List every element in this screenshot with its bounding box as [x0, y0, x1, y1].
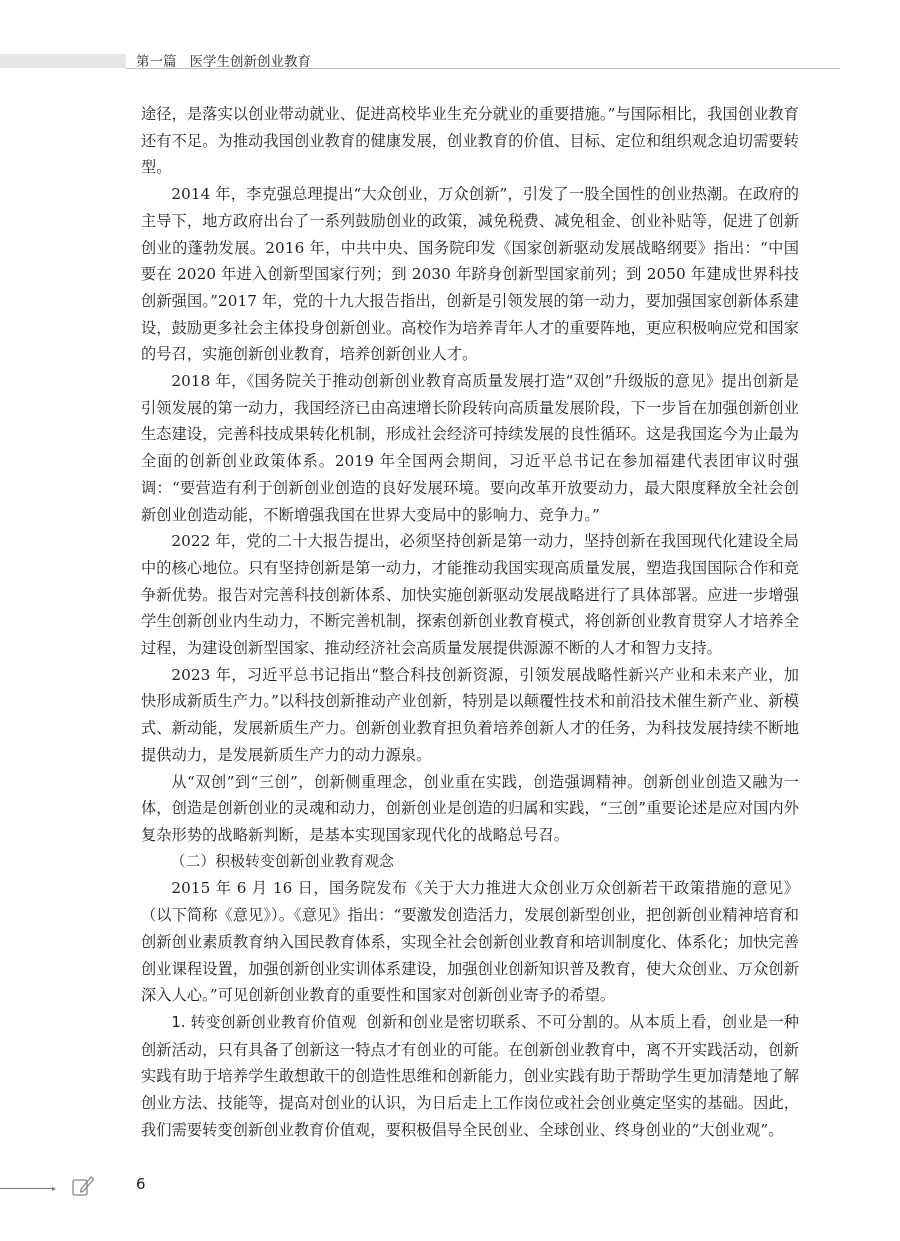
paragraph-6: 从“双创”到“三创”，创新侧重理念，创业重在实践，创造强调精神。创新创业创造又融为一体，创造是创新创业的灵魂和动力，创新创业是创造的归属和实践，“三创”重要论述是应对国内外复杂形势的战略新判断，是基本实现国家现代化的战略总号召。 — [141, 772, 799, 844]
header-rule — [126, 68, 840, 69]
edit-note-icon — [70, 1174, 96, 1198]
subsection-heading: 1. 转变创新创业教育价值观 — [171, 1013, 357, 1031]
paragraph-8-text: 创新和创业是密切联系、不可分割的。从本质上看，创业是一种创新活动，只有具备了创新这一特点才有创业的可能。在创新创业教育中，离不开实践活动，创新实践有助于培养学生敢想敢干的创造性思维和创新能力，创业实践有助于帮助学生更加清楚地了解创业方法、技能等，提高对创业的认识，为日后走上工作岗位或社会创业奠定坚实的基础。因此，我们需要转变创新创业教育价值观，要积极倡导全民创业、全球创业、终身创业的“大创业观”。 — [141, 1012, 799, 1139]
paragraph-8 — [141, 1009, 799, 1144]
header-accent-bar — [0, 54, 126, 68]
paragraph-3: 2018 年，《国务院关于推动创新创业教育高质量发展打造“双创”升级版的意见》提出创新是引领发展的第一动力，我国经济已由高速增长阶段转向高质量发展阶段，下一步旨在加强创新创业生态建设，完善科技成果转化机制，形成社会经济可持续发展的良性循环。这是我国迄今为止最为全面的创新创业政策体系。2019 年全国两会期间，习近平总书记在参加福建代表团审议时强调：“要营造有利于创新创业创造的良好发展环境。要向改革开放要动力，最大限度释放全社会创新创业创造动能，不断增强我国在世界大变局中的影响力、竞争力。” — [141, 372, 799, 524]
header-chapter-title: 医学生创新创业教育 — [189, 54, 311, 70]
footer-arrow-icon: ▸ — [52, 1184, 57, 1193]
footer-rule — [0, 1188, 52, 1189]
page-number: 6 — [136, 1175, 146, 1193]
page-body — [141, 101, 799, 1143]
header-part-label: 第一篇 — [136, 54, 177, 70]
running-header — [136, 50, 311, 70]
paragraph-2: 2014 年，李克强总理提出“大众创业，万众创新”，引发了一股全国性的创业热潮。在政府的主导下，地方政府出台了一系列鼓励创业的政策，减免税费、减免租金、创业补贴等，促进了创新创业的蓬勃发展。2016 年，中共中央、国务院印发《国家创新驱动发展战略纲要》指出：“中国要在 2020 年进入创新型国家行列；到 2030 年跻身创新型国家前列；到 2050 年建成世界科技创新强国。”2017 年，党的十九大报告指出，创新是引领发展的第一动力，要加强国家创新体系建设，鼓励更多社会主体投身创新创业。高校作为培养青年人才的重要阵地，更应积极响应党和国家的号召，实施创新创业教育，培养创新创业人才。 — [141, 185, 799, 364]
paragraph-7: 2015 年 6 月 16 日，国务院发布《关于大力推进大众创业万众创新若干政策措施的意见》（以下简称《意见》）。《意见》指出：“要激发创造活力，发展创新型创业，把创新创业精神培育和创新创业素质教育纳入国民教育体系，实现全社会创新创业教育和培训制度化、体系化；加快完善创业课程设置，加强创新创业实训体系建设，加强创业创新知识普及教育，使大众创业、万众创新深入人心。”可见创新创业教育的重要性和国家对创新创业寄予的希望。 — [141, 879, 799, 1005]
paragraph-5: 2023 年，习近平总书记指出“整合科技创新资源，引领发展战略性新兴产业和未来产业，加快形成新质生产力。”以科技创新推动产业创新，特别是以颠覆性技术和前沿技术催生新产业、新模式、新动能，发展新质生产力。创新创业教育担负着培养创新人才的任务，为科技发展持续不断地提供动力，是发展新质生产力的动力源泉。 — [141, 665, 799, 764]
paragraph-1: 途径，是落实以创业带动就业、促进高校毕业生充分就业的重要措施。”与国际相比，我国创业教育还有不足。为推动我国创业教育的健康发展，创业教育的价值、目标、定位和组织观念迫切需要转型。 — [141, 105, 799, 177]
paragraph-4: 2022 年，党的二十大报告提出，必须坚持创新是第一动力，坚持创新在我国现代化建设全局中的核心地位。只有坚持创新是第一动力，才能推动我国实现高质量发展，塑造我国国际合作和竞争新优势。报告对完善科技创新体系、加快实施创新驱动发展战略进行了具体部署。应进一步增强学生创新创业内生动力，不断完善机制，探索创新创业教育模式，将创新创业教育贯穿人才培养全过程，为建设创新型国家、推动经济社会高质量发展提供源源不断的人才和智力支持。 — [141, 532, 799, 658]
section-heading: （二）积极转变创新创业教育观念 — [170, 852, 395, 870]
